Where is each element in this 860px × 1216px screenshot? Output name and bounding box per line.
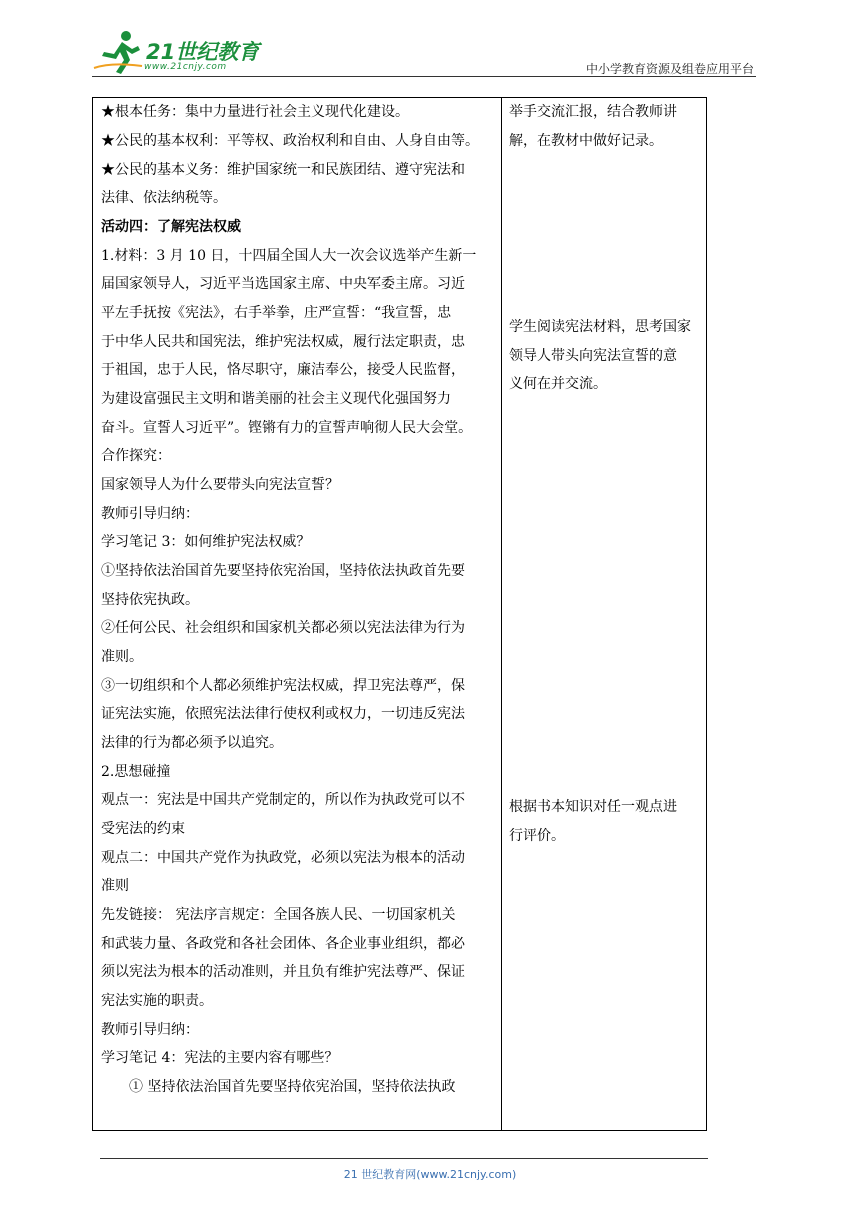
text-line: 须以宪法为根本的活动准则，并且负有维护宪法尊严、保证: [101, 964, 465, 980]
text-line: 举手交流汇报，结合教师讲: [509, 104, 677, 120]
logo-url: www.21cnjy.com: [144, 62, 227, 72]
text-line: 根据书本知识对任一观点进: [509, 799, 677, 815]
activity-heading: 活动四：了解宪法权威: [101, 219, 241, 235]
text-line: 领导人带头向宪法宣誓的意: [509, 348, 677, 364]
text-line: 观点二：中国共产党作为执政党，必须以宪法为根本的活动: [101, 850, 465, 866]
text-line: ③一切组织和个人都必须维护宪法权威，捍卫宪法尊严，保: [101, 678, 465, 694]
text-line: 合作探究：: [101, 448, 171, 464]
site-logo: [92, 28, 262, 76]
text-line: 证宪法实施，依照宪法法律行使权利或权力，一切违反宪法: [101, 706, 465, 722]
text-line: 先发链接： 宪法序言规定：全国各族人民、一切国家机关: [101, 907, 456, 923]
text-line: 义何在并交流。: [509, 376, 607, 392]
text-line: 准则: [101, 878, 129, 894]
text-line: 学习笔记 3：如何维护宪法权威？: [101, 534, 311, 550]
text-line: 学生阅读宪法材料，思考国家: [509, 319, 691, 335]
text-line: 教师引导归纳：: [101, 506, 199, 522]
text-line: ★根本任务：集中力量进行社会主义现代化建设。: [101, 104, 409, 120]
text-line: 行评价。: [509, 828, 565, 844]
text-line: 教师引导归纳：: [101, 1022, 199, 1038]
text-line: 和武装力量、各政党和各社会团体、各企业事业组织，都必: [101, 936, 465, 952]
text-line: ①坚持依法治国首先要坚持依宪治国，坚持依法执政首先要: [101, 563, 465, 579]
text-line: 坚持依宪执政。: [101, 592, 199, 608]
text-line: 奋斗。宣誓人习近平”。铿锵有力的宣誓声响彻人民大会堂。: [101, 420, 473, 436]
text-line: ★公民的基本义务：维护国家统一和民族团结、遵守宪法和: [101, 162, 465, 178]
text-line: ① 坚持依法治国首先要坚持依宪治国，坚持依法执政: [129, 1079, 456, 1095]
text-line: ②任何公民、社会组织和国家机关都必须以宪法法律为行为: [101, 620, 465, 636]
text-line: 于祖国，忠于人民，恪尽职守，廉洁奉公，接受人民监督，: [101, 362, 465, 378]
text-line: 受宪法的约束: [101, 821, 185, 837]
text-line: 宪法实施的职责。: [101, 993, 213, 1009]
footer-divider: [100, 1158, 708, 1159]
logo-text: 21世纪教育: [146, 40, 260, 64]
text-line: 于中华人民共和国宪法，维护宪法权威，履行法定职责，忠: [101, 334, 465, 350]
page-header: [92, 28, 756, 76]
text-line: 观点一：宪法是中国共产党制定的，所以作为执政党可以不: [101, 792, 465, 808]
platform-name: 中小学教育资源及组卷应用平台: [585, 62, 754, 76]
text-line: 为建设富强民主文明和谐美丽的社会主义现代化强国努力: [101, 391, 451, 407]
lesson-table: [92, 97, 707, 1131]
text-line: 学习笔记 4：宪法的主要内容有哪些？: [101, 1050, 339, 1066]
text-line: 1.材料：3 月 10 日，十四届全国人大一次会议选举产生新一: [101, 248, 477, 264]
text-line: 届国家领导人，习近平当选国家主席、中央军委主席。习近: [101, 276, 465, 292]
runner-logo-icon: [92, 28, 148, 76]
text-line: ★公民的基本权利：平等权、政治权利和自由、人身自由等。: [101, 133, 479, 149]
header-divider: [92, 76, 756, 77]
text-line: 平左手抚按《宪法》，右手举拳，庄严宣誓：“我宣誓，忠: [101, 305, 452, 321]
footer-link[interactable]: 21 世纪教育网(www.21cnjy.com): [343, 1168, 517, 1181]
text-line: 法律的行为都必须予以追究。: [101, 735, 283, 751]
text-line: 国家领导人为什么要带头向宪法宣誓？: [101, 477, 339, 493]
column-divider: [501, 98, 502, 1130]
text-line: 解，在教材中做好记录。: [509, 133, 663, 149]
text-line: 2.思想碰撞: [101, 764, 171, 780]
text-line: 准则。: [101, 649, 143, 665]
text-line: 法律、依法纳税等。: [101, 190, 227, 206]
